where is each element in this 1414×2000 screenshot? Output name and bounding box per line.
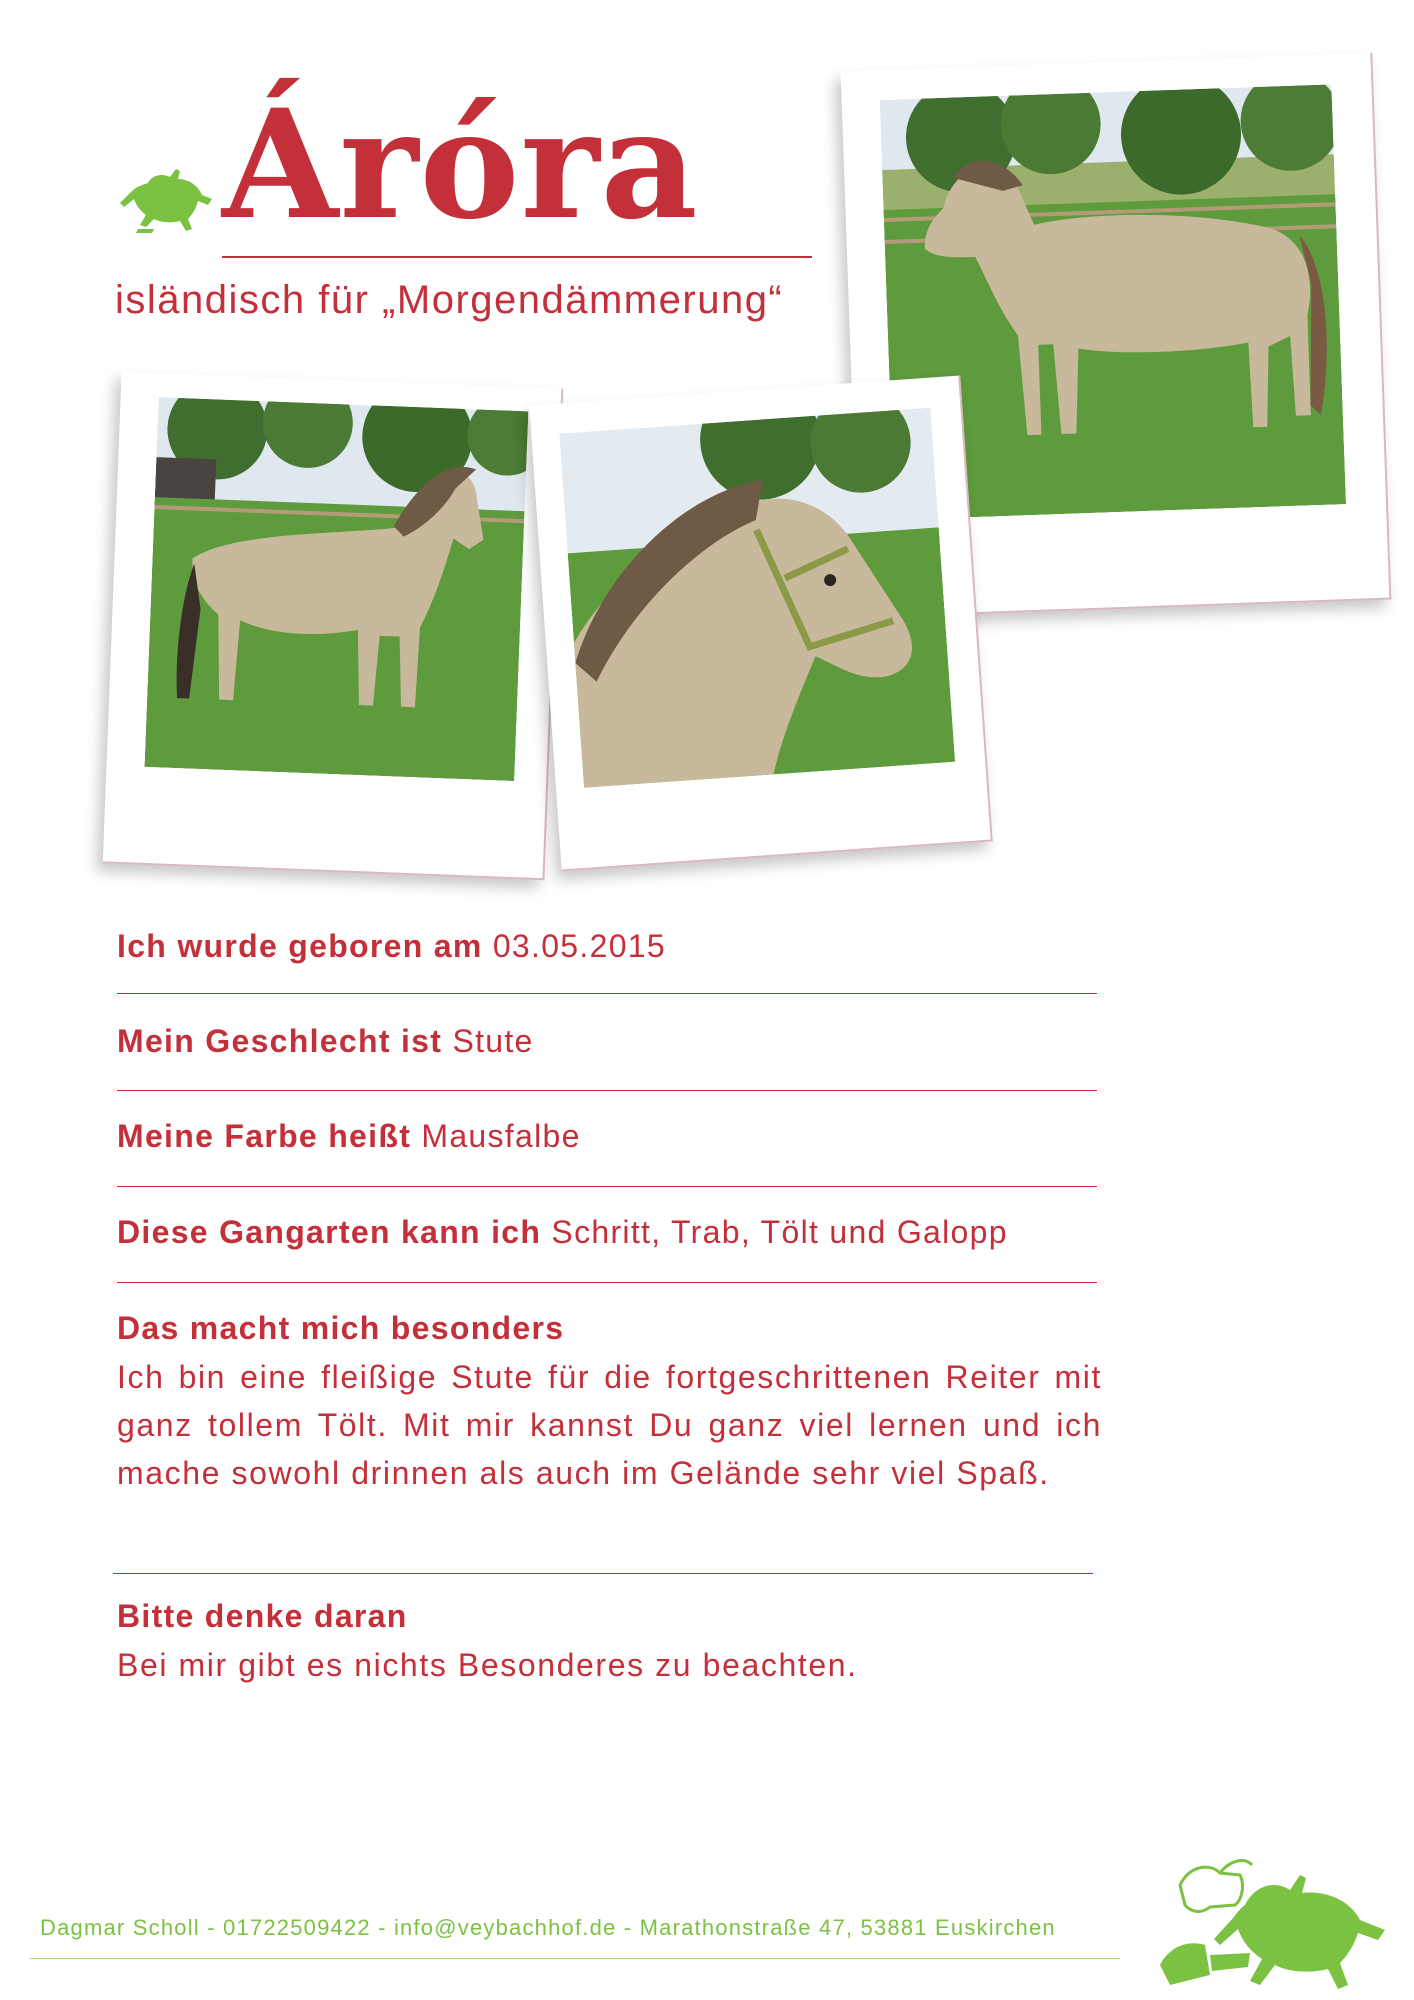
remember-section <box>117 1598 1102 1689</box>
gender-label: Mein Geschlecht ist <box>117 1023 443 1059</box>
remember-title: Bitte denke daran <box>117 1598 408 1634</box>
polaroid-photo-head-closeup <box>529 376 993 872</box>
special-text: Ich bin eine fleißige Stute für die fortgeschrittenen Reiter mit ganz tollem Tölt. Mit mir kannst Du ganz viel lernen und ich mache sowohl drinnen als auch im Gelände sehr viel Spaß. <box>117 1359 1102 1491</box>
footer-divider <box>30 1958 1120 1959</box>
color-field <box>117 1118 581 1155</box>
gaits-value: Schritt, Trab, Tölt und Galopp <box>551 1214 1008 1250</box>
horse-logo-icon <box>118 155 218 235</box>
birth-label: Ich wurde geboren am <box>117 928 483 964</box>
special-section <box>117 1310 1102 1497</box>
page-title: Áróra <box>222 77 699 253</box>
divider <box>113 1573 1093 1574</box>
remember-text: Bei mir gibt es nichts Besonderes zu beachten. <box>117 1647 858 1683</box>
birth-value: 03.05.2015 <box>492 928 666 964</box>
gaits-field <box>117 1214 1008 1251</box>
divider <box>117 1282 1097 1283</box>
birth-field <box>117 928 666 965</box>
divider <box>117 993 1097 994</box>
subtitle: isländisch für „Morgendämmerung“ <box>115 278 784 322</box>
divider <box>117 1186 1097 1187</box>
title-underline <box>222 256 812 258</box>
divider <box>117 1090 1097 1091</box>
gender-field <box>117 1023 534 1060</box>
polaroid-photo-standing <box>103 372 564 881</box>
special-title: Das macht mich besonders <box>117 1310 565 1346</box>
horse-photo-standing <box>144 397 528 781</box>
footer-contact: Dagmar Scholl - 01722509422 - info@veybachhof.de - Marathonstraße 47, 53881 Euskirchen <box>40 1915 1056 1940</box>
horses-logo-icon <box>1150 1845 1395 1995</box>
horse-photo-head-closeup <box>559 408 955 788</box>
gaits-label: Diese Gangarten kann ich <box>117 1214 542 1250</box>
color-label: Meine Farbe heißt <box>117 1118 412 1154</box>
color-value: Mausfalbe <box>421 1118 581 1154</box>
gender-value: Stute <box>452 1023 534 1059</box>
